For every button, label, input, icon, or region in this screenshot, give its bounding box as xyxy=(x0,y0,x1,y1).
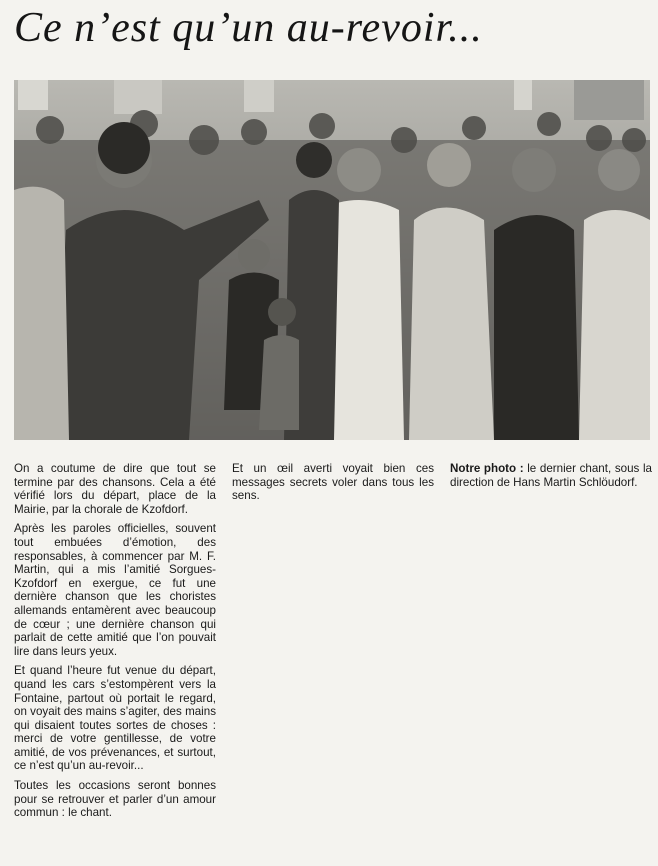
photo-choir xyxy=(14,80,650,440)
paragraph: Et quand l’heure fut venue du départ, quand les cars s’estompèrent vers la Fontaine, partout où portait le regard, on voyait des mains s’agiter, des mains qui disaient toutes sortes de choses : merci de votre gentillesse, de votre amitié, de vos prévenances, et surtout, ce n’est qu’un au-revoir... xyxy=(14,664,216,773)
article-column-2 xyxy=(232,462,434,509)
photo-caption xyxy=(450,462,652,495)
paragraph: Toutes les occasions seront bonnes pour se retrouver et parler d’un amour commun : le chant. xyxy=(14,779,216,820)
photo-illustration xyxy=(14,80,650,440)
paragraph: Après les paroles officielles, souvent tout embuées d’émotion, des responsables, à commencer par M. F. Martin, qui a mis l’amitié Sorgues-Kzofdorf en exergue, ce fut une dernière chanson que les choristes allemands entamèrent avec beaucoup de cœur ; une dernière chanson qui parlait de cette amitié que l’on pouvait lire dans leurs yeux. xyxy=(14,522,216,658)
caption-text: le dernier chant, sous la direction de Hans Martin Schlöudorf. xyxy=(450,462,652,489)
headline: Ce n’est qu’un au-revoir... xyxy=(14,5,483,51)
caption-label: Notre photo : xyxy=(450,462,524,475)
paragraph: Et un œil averti voyait bien ces messages secrets voler dans tous les sens. xyxy=(232,462,434,503)
article-column-1 xyxy=(14,462,216,826)
paragraph: On a coutume de dire que tout se termine par des chansons. Cela a été vérifié lors du départ, place de la Mairie, par la chorale de Kzofdorf. xyxy=(14,462,216,516)
